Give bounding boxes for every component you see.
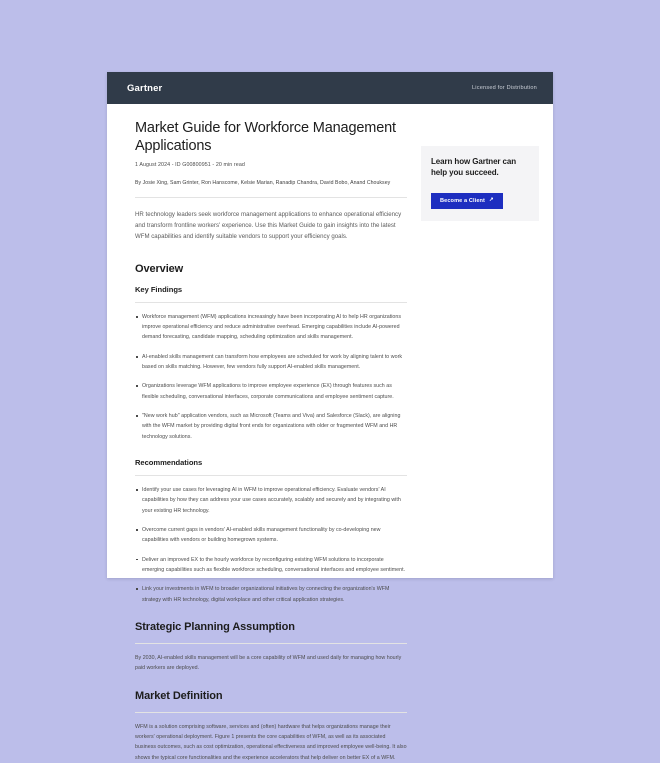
list-item: Overcome current gaps in vendors' AI-enabled skills management functionality by co-developing new capabilities with vendors or building homegrown systems.: [135, 525, 407, 546]
list-item: Workforce management (WFM) applications increasingly have been incorporating AI to help HR organizations improve operational efficiency and reduce administrative overhead. Emerging capabilities include AI-powered demand forecasting, candidate mapping, scheduling optimization and skills management.: [135, 312, 407, 343]
page-title: Market Guide for Workforce Management Applications: [135, 120, 396, 154]
section-heading-market-definition: Market Definition: [135, 689, 223, 702]
external-link-arrow-icon: ↗: [489, 196, 494, 203]
strategic-planning-assumption-text: By 2030, AI-enabled skills management will be a core capability of WFM and used daily for managing how hourly paid workers are deployed.: [135, 654, 402, 672]
cta-button-label: Become a Client: [440, 197, 486, 204]
license-notice: Licensed for Distribution: [471, 85, 537, 91]
list-item: Identify your use cases for leveraging AI in WFM to improve operational efficiency. Evaluate vendors' AI capabilities by how they can address your use cases accurately, scalably and securely and by integrating with your existing HR technology.: [135, 485, 407, 516]
spacer: [135, 442, 407, 458]
divider: [135, 302, 407, 303]
recommendations-list: [135, 485, 407, 605]
divider: [135, 712, 407, 713]
author-list: By Josie Xing, Sam Grinter, Ron Hanscome, Kelsie Marian, Ranadip Chandra, David Bobo, Anand Chouksey: [135, 180, 407, 198]
subsection-heading-key-findings: Key Findings: [135, 284, 183, 294]
abstract-text: HR technology leaders seek workforce management applications to enhance operational efficiency and transform frontline workers' experience. Use this Market Guide to gain insights into the latest WFM capabilities and identify suitable vendors to support your efficiency goals.: [135, 210, 402, 241]
key-findings-list: [135, 312, 407, 442]
main-column: [135, 120, 407, 763]
document-body: [107, 104, 553, 763]
site-header-bar: [107, 72, 553, 104]
gartner-logo[interactable]: Gartner: [127, 82, 163, 94]
cta-heading: Learn how Gartner can help you succeed.: [431, 157, 517, 177]
subsection-heading-recommendations: Recommendations: [135, 458, 203, 468]
spacer: [135, 674, 407, 690]
section-heading-strategic-planning-assumption: Strategic Planning Assumption: [135, 620, 295, 633]
sidebar-column: [421, 120, 539, 763]
document-page: [107, 72, 553, 761]
market-definition-text: WFM is a solution comprising software, services and (often) hardware that helps organizations manage their workers' operational deployment. Figure 1 presents the core capabilities of WFM, as well as its associated business outcomes, such as cost optimization, operational effectiveness and improved employee well-being. It also shows the typical core functionalities and the experience accelerators that help deliver on better EX of a WFM.: [135, 723, 407, 761]
list-item: AI-enabled skills management can transform how employees are scheduled for work by aligning talent to work based on skills matching. However, few vendors fully support AI-enabled skills management.: [135, 352, 407, 373]
spacer: [135, 605, 407, 621]
become-a-client-button[interactable]: [431, 193, 503, 209]
section-heading-overview: Overview: [135, 262, 184, 275]
become-a-client-card: [421, 146, 539, 221]
list-item: Link your investments in WFM to broader organizational initiatives by connecting the organization's WFM strategy with HR technology, digital workplace and other critical application strategies.: [135, 584, 407, 605]
publication-meta: 1 August 2024 - ID G00800951 - 20 min read: [135, 161, 245, 168]
list-item: "New work hub" application vendors, such as Microsoft (Teams and Viva) and Salesforce (Slack), are aligning with the WFM market by providing digital front ends for organizations with older or fragmented WFM and HR technology solutions.: [135, 411, 407, 442]
list-item: Organizations leverage WFM applications to improve employee experience (EX) through features such as flexible scheduling, conversational interfaces, corporate communications and employee sentiment capture.: [135, 381, 407, 402]
divider: [135, 643, 407, 644]
divider: [135, 475, 407, 476]
list-item: Deliver an improved EX to the hourly workforce by reconfiguring existing WFM solutions to incorporate emerging capabilities such as flexible workforce scheduling, conversational interfaces and employee sentiment.: [135, 555, 407, 576]
